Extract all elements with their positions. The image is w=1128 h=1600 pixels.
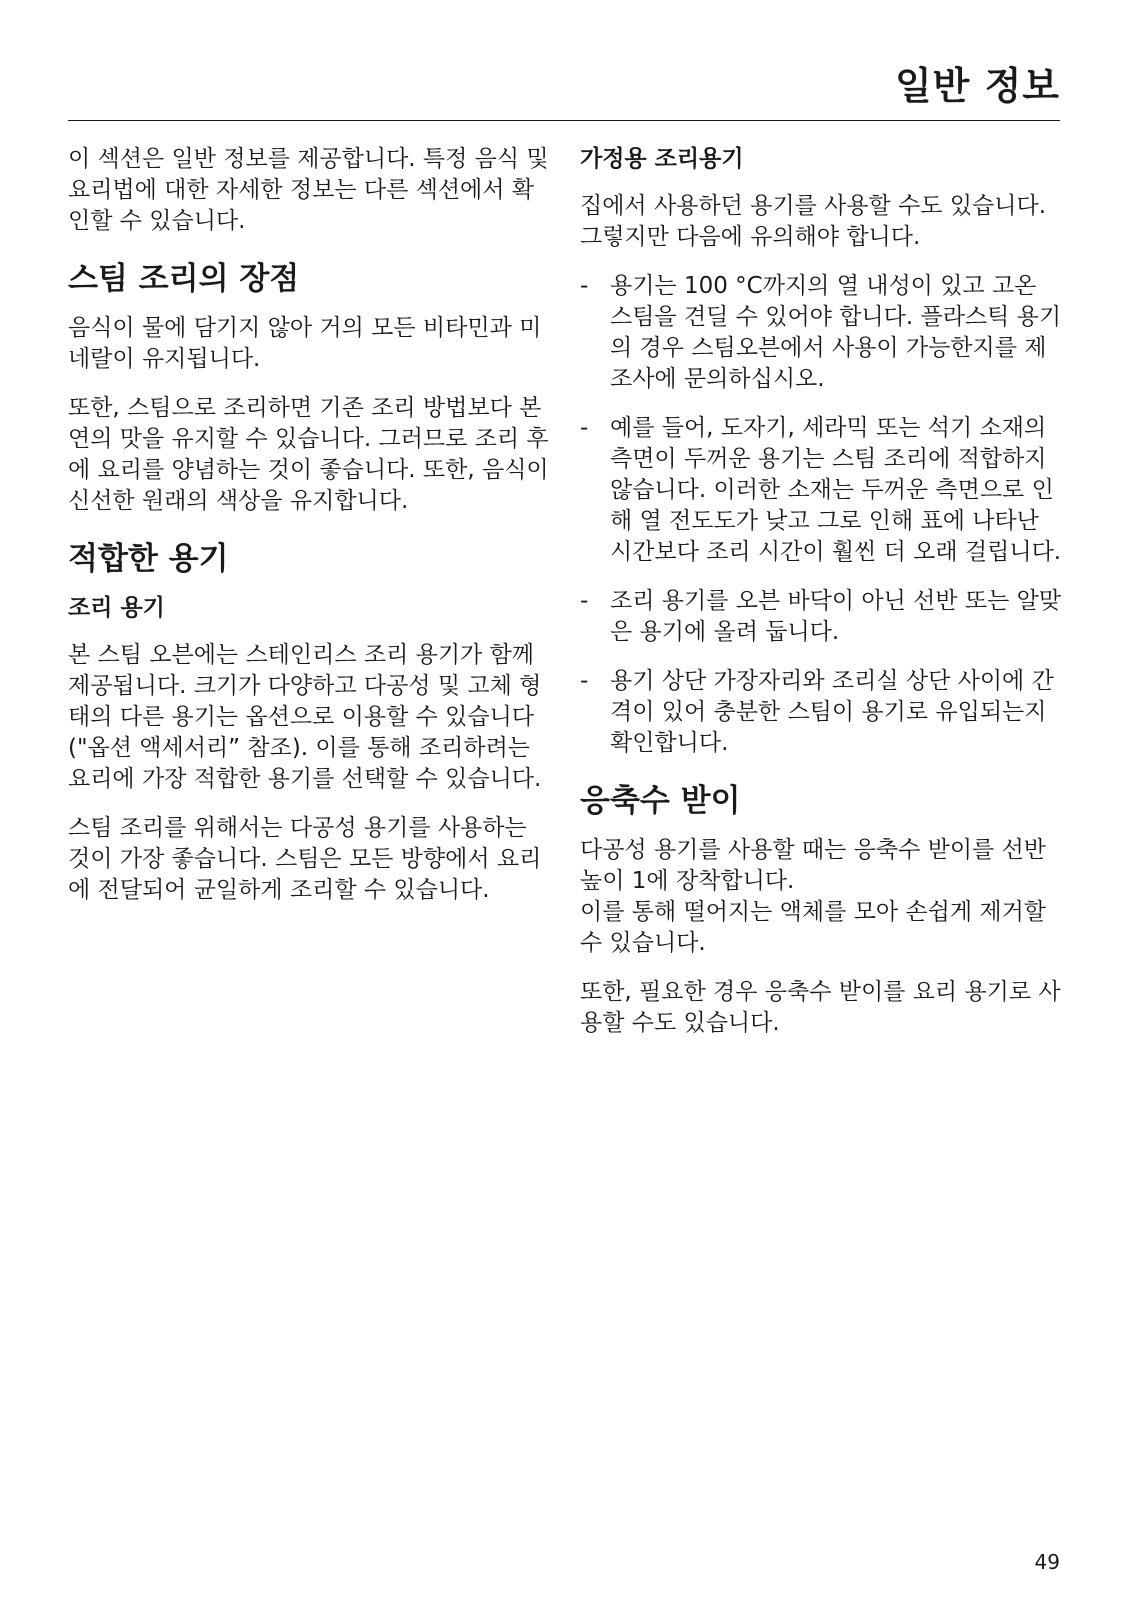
condensate-paragraph-2: 또한, 필요한 경우 응축수 받이를 요리 용기로 사용할 수도 있습니다. bbox=[580, 979, 1061, 1036]
household-requirements-list bbox=[580, 271, 1064, 759]
condensate-tray-heading: 응축수 받이 bbox=[580, 783, 741, 819]
containers-heading: 적합한 용기 bbox=[68, 541, 229, 577]
dash-bullet: - bbox=[580, 415, 589, 441]
list-item: - 조리 용기를 오븐 바닥이 아닌 선반 또는 알맞은 용기에 올려 둡니다. bbox=[580, 588, 1062, 645]
intro-paragraph: 이 섹션은 일반 정보를 제공합니다. 특정 음식 및 요리법에 대한 자세한 정보는 다른 섹션에서 확인할 수 있습니다. bbox=[68, 146, 549, 234]
household-containers-subheading: 가정용 조리용기 bbox=[580, 146, 744, 172]
condensate-line-1: 다공성 용기를 사용할 때는 응축수 받이를 선반 높이 1에 장착합니다. bbox=[580, 837, 1047, 894]
containers-paragraph-2: 스팀 조리를 위해서는 다공성 용기를 사용하는 것이 가장 좋습니다. 스팀은 모든 방향에서 요리에 전달되어 균일하게 조리할 수 있습니다. bbox=[68, 815, 542, 903]
condensate-paragraph-1 bbox=[580, 835, 1064, 959]
advantages-paragraph-1: 음식이 물에 담기지 않아 거의 모든 비타민과 미네랄이 유지됩니다. bbox=[68, 315, 542, 372]
condensate-line-2: 이를 통해 떨어지는 액체를 모아 손쉽게 제거할 수 있습니다. bbox=[580, 899, 1047, 956]
list-item: - 용기는 100 °C까지의 열 내성이 있고 고온 스팀을 견딜 수 있어야 합니다. 플라스틱 용기의 경우 스팀오븐에서 사용이 가능한지를 제조사에 문의하십시오. bbox=[580, 273, 1062, 392]
page-header bbox=[68, 58, 1060, 121]
page-title: 일반 정보 bbox=[894, 64, 1060, 108]
cooking-containers-subheading: 조리 용기 bbox=[68, 595, 165, 621]
left-column bbox=[68, 144, 550, 924]
containers-paragraph-1: 본 스팀 오븐에는 스테인리스 조리 용기가 함께 제공됩니다. 크기가 다양하고 다공성 및 고체 형태의 다른 용기는 옵션으로 이용할 수 있습니다("옵션 액세서리” 참조). 이를 통해 조리하려는 요리에 가장 적합한 용기를 선택할 수 있습니다. bbox=[68, 642, 542, 792]
page-number: 49 bbox=[1034, 1550, 1060, 1574]
advantages-heading: 스팀 조리의 장점 bbox=[68, 261, 300, 297]
dash-bullet: - bbox=[580, 668, 589, 694]
list-item: - 예를 들어, 도자기, 세라믹 또는 석기 소재의 측면이 두꺼운 용기는 스팀 조리에 적합하지 않습니다. 이러한 소재는 두꺼운 측면으로 인해 열 전도도가 낮고 그로 인해 표에 나타난 시간보다 조리 시간이 훨씬 더 오래 걸립니다. bbox=[580, 415, 1062, 565]
dash-bullet: - bbox=[580, 273, 589, 299]
advantages-paragraph-2: 또한, 스팀으로 조리하면 기존 조리 방법보다 본연의 맛을 유지할 수 있습니다. 그러므로 조리 후에 요리를 양념하는 것이 좋습니다. 또한, 음식이 신선한 원래의 색상을 유지합니다. bbox=[68, 395, 549, 514]
right-column bbox=[580, 144, 1064, 1057]
list-item: - 용기 상단 가장자리와 조리실 상단 사이에 간격이 있어 충분한 스팀이 용기로 유입되는지 확인합니다. bbox=[580, 668, 1054, 756]
household-intro: 집에서 사용하던 용기를 사용할 수도 있습니다. 그렇지만 다음에 유의해야 합니다. bbox=[580, 193, 1047, 250]
dash-bullet: - bbox=[580, 588, 589, 614]
